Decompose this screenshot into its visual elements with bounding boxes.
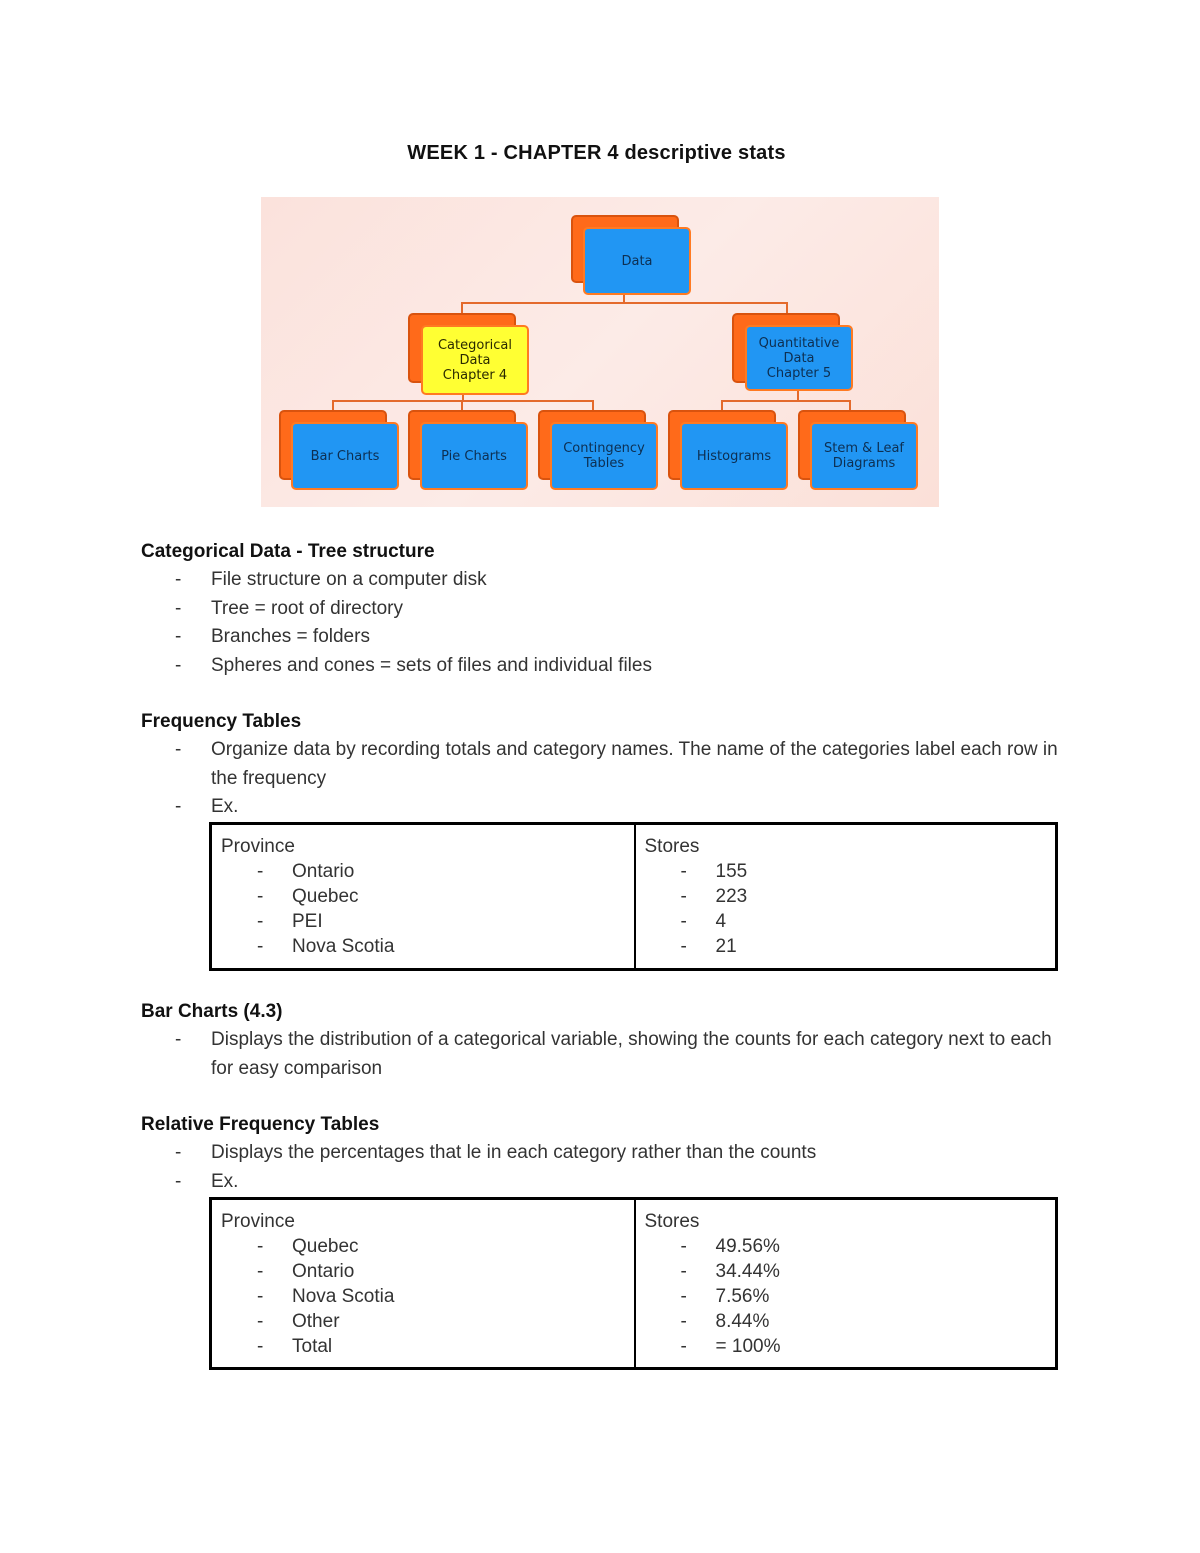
list-item: - Displays the distribution of a categorical variable, showing the counts for each category next to each for easy comparison <box>141 1026 1071 1083</box>
table-row: - Nova Scotia <box>221 1284 625 1309</box>
table-row: - 21 <box>645 934 1047 959</box>
table-cell-province <box>212 1200 634 1367</box>
stem-leaf-line-2: Diagrams <box>832 456 896 471</box>
table-row: - = 100% <box>645 1334 1047 1359</box>
quantitative-line-3: Chapter 5 <box>766 365 832 381</box>
table-row: - 155 <box>645 859 1047 884</box>
node-categorical-data <box>421 325 529 395</box>
table-row: - Total <box>221 1334 625 1359</box>
list-item: - Organize data by recording totals and category names. The name of the categories label each row in the frequency <box>141 736 1071 793</box>
stem-leaf-line-1: Stem & Leaf <box>824 441 904 456</box>
section-bar-charts <box>141 998 1071 1083</box>
node-bar-charts <box>291 422 399 490</box>
column-header: Stores <box>644 836 700 857</box>
node-data-label: Data <box>621 253 653 269</box>
data-hierarchy-diagram <box>261 197 939 507</box>
categorical-line-2: Data <box>459 352 491 368</box>
table-row: - PEI <box>221 909 625 934</box>
node-pie-charts <box>420 422 528 490</box>
quantitative-line-2: Data <box>783 350 815 366</box>
table-row: - 49.56% <box>645 1234 1047 1259</box>
table-row: - 34.44% <box>645 1259 1047 1284</box>
node-data <box>583 227 691 295</box>
list-item: - Spheres and cones = sets of files and individual files <box>141 652 1071 681</box>
column-header: Stores <box>644 1211 700 1232</box>
section-heading: Categorical Data - Tree structure <box>141 541 435 562</box>
table-row: - Quebec <box>221 884 625 909</box>
list-item: - Displays the percentages that le in each category rather than the counts <box>141 1139 1071 1168</box>
table-row: - Ontario <box>221 859 625 884</box>
section-relative-frequency-tables <box>141 1111 1071 1196</box>
column-header: Province <box>221 1211 295 1232</box>
list-item: - Tree = root of directory <box>141 595 1071 624</box>
list-item: - Ex. <box>141 1168 1071 1197</box>
table-row: - Nova Scotia <box>221 934 625 959</box>
frequency-table <box>209 822 1058 971</box>
table-row: - 4 <box>645 909 1047 934</box>
section-heading: Relative Frequency Tables <box>141 1114 380 1135</box>
table-cell-stores <box>634 825 1056 968</box>
section-tree-structure <box>141 538 1071 680</box>
relative-frequency-table <box>209 1197 1058 1370</box>
table-cell-stores <box>634 1200 1056 1367</box>
table-row: - Ontario <box>221 1259 625 1284</box>
section-heading: Bar Charts (4.3) <box>141 1001 283 1022</box>
section-frequency-tables <box>141 708 1071 822</box>
histograms-label: Histograms <box>696 448 772 464</box>
node-quantitative-data <box>745 325 853 391</box>
section-heading: Frequency Tables <box>141 711 302 732</box>
bar-charts-label: Bar Charts <box>310 448 380 464</box>
table-row: - 223 <box>645 884 1047 909</box>
table-cell-province <box>212 825 634 968</box>
node-histograms <box>680 422 788 490</box>
categorical-line-3: Chapter 4 <box>442 367 508 383</box>
contingency-line-1: Contingency <box>563 441 645 456</box>
table-row: - 8.44% <box>645 1309 1047 1334</box>
table-row: - Quebec <box>221 1234 625 1259</box>
list-item: - Ex. <box>141 793 1071 822</box>
list-item: - Branches = folders <box>141 623 1071 652</box>
categorical-line-1: Categorical <box>437 337 513 353</box>
node-stem-leaf-diagrams <box>810 422 918 490</box>
node-contingency-tables <box>550 422 658 490</box>
quantitative-line-1: Quantitative <box>758 335 840 351</box>
page-title: WEEK 1 - CHAPTER 4 descriptive stats <box>407 142 786 164</box>
pie-charts-label: Pie Charts <box>441 448 507 464</box>
table-row: - 7.56% <box>645 1284 1047 1309</box>
table-row: - Other <box>221 1309 625 1334</box>
list-item: - File structure on a computer disk <box>141 566 1071 595</box>
contingency-line-2: Tables <box>583 456 625 471</box>
column-header: Province <box>221 836 295 857</box>
